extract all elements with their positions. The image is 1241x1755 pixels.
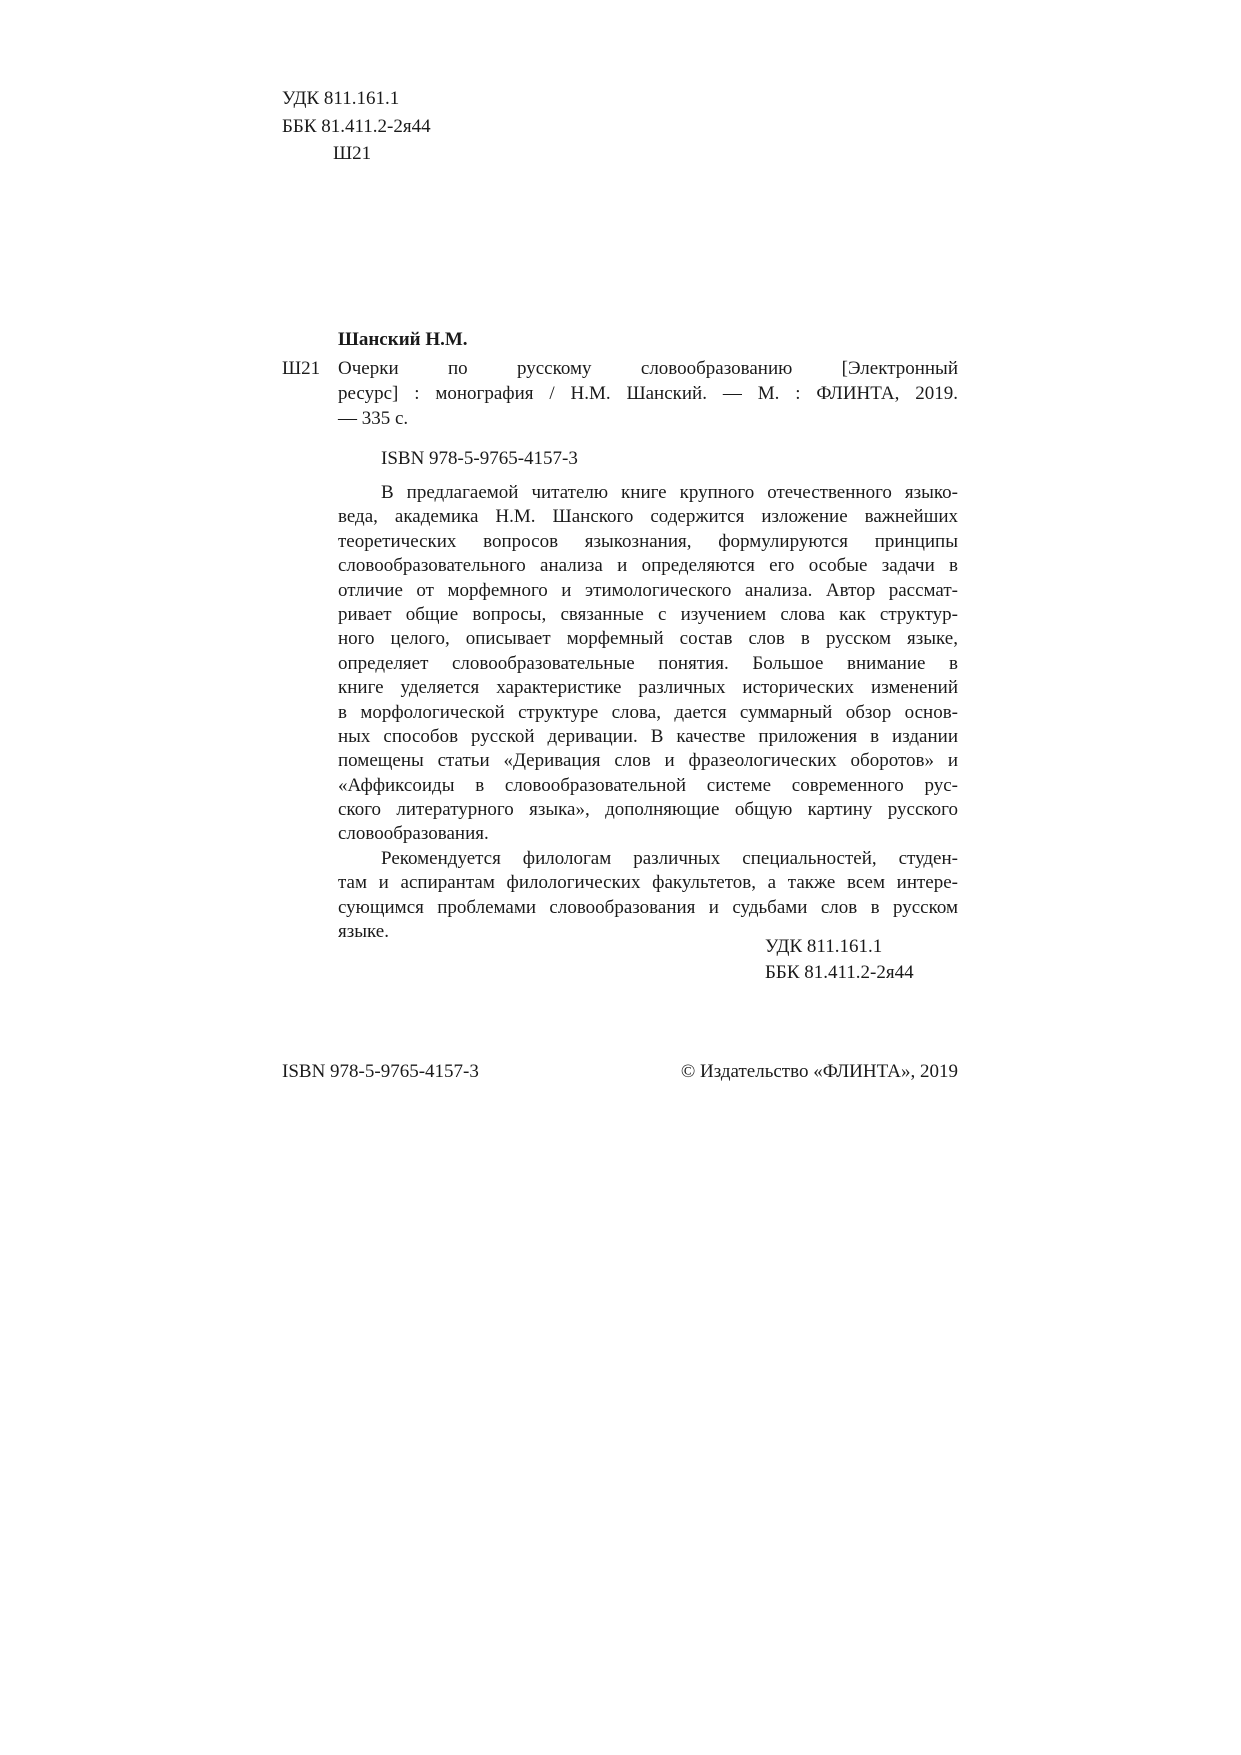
bbk-code-top: ББК 81.411.2-2я44 [282, 116, 431, 137]
abstract-line: В предлагаемой читателю книге крупного отечественного языко- [381, 482, 958, 503]
author-sign-top: Ш21 [333, 143, 372, 164]
title-line: ресурс] : монография / Н.М. Шанский. — М. : ФЛИНТА, 2019. [338, 383, 958, 404]
abstract-line: там и аспирантам филологических факультетов, а также всем интере- [338, 872, 958, 894]
abstract-line: словообразовательного анализа и определяются его особые задачи в [338, 555, 958, 577]
title-line: Очерки по русскому словообразованию [Электронный [338, 358, 958, 379]
abstract-line: книге уделяется характеристике различных исторических изменений [338, 677, 958, 699]
abstract-line: ного целого, описывает морфемный состав слов в русском языке, [338, 628, 958, 650]
abstract-line: сующимся проблемами словообразования и судьбами слов в русском [338, 896, 958, 918]
abstract-line: ривает общие вопросы, связанные с изучением слова как структур- [338, 603, 958, 625]
bibliographic-title [338, 356, 958, 431]
abstract-line: веда, академика Н.М. Шанского содержится изложение важнейших [338, 506, 958, 528]
author-name: Шанский Н.М. [338, 329, 468, 350]
udk-code-top: УДК 811.161.1 [282, 88, 400, 109]
abstract-line: помещены статьи «Деривация слов и фразеологических оборотов» и [338, 750, 958, 772]
abstract-line: отличие от морфемного и этимологического анализа. Автор рассмат- [338, 579, 958, 601]
abstract-line: теоретических вопросов языкознания, формулируются принципы [338, 530, 958, 552]
abstract [338, 481, 958, 944]
abstract-line: языке. [338, 921, 389, 943]
abstract-line: словообразования. [338, 823, 489, 845]
title-line: — 335 с. [338, 408, 409, 429]
copyright-notice: © Издательство «ФЛИНТА», 2019 [680, 1061, 958, 1082]
abstract-line: Рекомендуется филологам различных специальностей, студен- [381, 847, 958, 869]
abstract-line: ского литературного языка», дополняющие общую картину русского [338, 799, 958, 821]
abstract-line: в морфологической структуре слова, дается суммарный обзор основ- [338, 701, 958, 723]
author-sign-entry: Ш21 [282, 358, 321, 379]
abstract-line: ных способов русской деривации. В качестве приложения в издании [338, 725, 958, 747]
abstract-line: «Аффиксоиды в словообразовательной системе современного рус- [338, 774, 958, 796]
abstract-line: определяет словообразовательные понятия. Большое внимание в [338, 652, 958, 674]
isbn-footer: ISBN 978-5-9765-4157-3 [282, 1061, 479, 1082]
isbn-entry: ISBN 978-5-9765-4157-3 [381, 448, 578, 469]
bbk-code-bottom: ББК 81.411.2-2я44 [765, 962, 914, 983]
udk-code-bottom: УДК 811.161.1 [765, 936, 883, 957]
